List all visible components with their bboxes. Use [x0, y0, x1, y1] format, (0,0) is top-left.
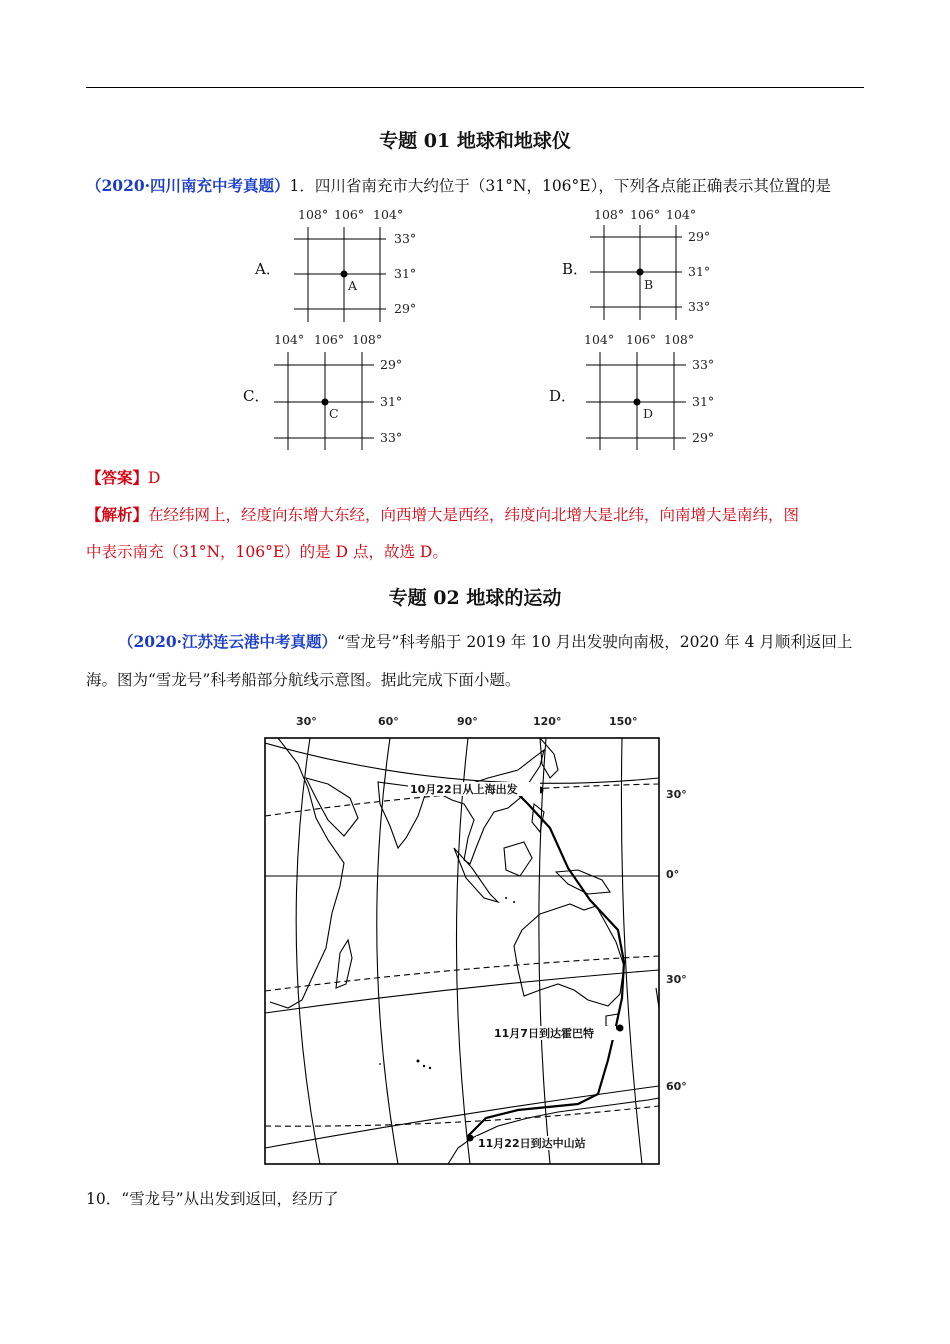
- question1-number: 1．: [289, 177, 315, 195]
- annotation-zhongshan: 11月22日到达中山站: [478, 1137, 586, 1150]
- option-a-lon-1: 108°: [298, 207, 329, 222]
- option-b-lon-1: 108°: [594, 207, 625, 222]
- option-a-lat-1: 33°: [394, 231, 417, 246]
- map-dashed-parallels: [265, 784, 659, 1126]
- option-b-lat-3: 33°: [688, 299, 711, 314]
- option-a-grid: [286, 202, 426, 322]
- map-lon-label-90: 90°: [457, 715, 478, 728]
- answer: [86, 466, 160, 488]
- section2-intro-1: [118, 630, 852, 652]
- option-d-lat-1: 33°: [692, 357, 715, 372]
- option-c-point-label: C: [329, 406, 339, 421]
- option-d-lon-1: 104°: [584, 332, 615, 347]
- map-meridians: [296, 738, 642, 1164]
- header-rule: [86, 87, 864, 88]
- option-a-point-label: A: [348, 278, 358, 293]
- analysis-text-1: 在经纬网上，经度向东增大东经，向西增大是西经，纬度向北增大是北纬，向南增大是南纬，图: [148, 506, 800, 524]
- option-a-lat-2: 31°: [394, 266, 417, 281]
- option-c-lat-3: 33°: [380, 430, 403, 445]
- option-b-grid: [582, 205, 722, 323]
- route-map: [258, 708, 698, 1170]
- option-d-point-label: D: [643, 406, 654, 421]
- option-d-lon-3: 108°: [664, 332, 695, 347]
- annotation-shanghai: 10月22日从上海出发: [410, 783, 518, 796]
- section2-intro-text-1: “雪龙号”科考船于 2019 年 10 月出发驶向南极，2020 年 4 月顺利返回上: [337, 633, 853, 651]
- option-b-lon-3: 104°: [666, 207, 697, 222]
- option-b-lat-2: 31°: [688, 264, 711, 279]
- option-c-lat-1: 29°: [380, 357, 403, 372]
- option-d-grid: [580, 330, 730, 452]
- map-lon-label-60: 60°: [378, 715, 399, 728]
- analysis-text-2: 中表示南充（31°N，106°E）的是 D 点，故选 D。: [86, 543, 448, 561]
- option-c-lon-1: 104°: [274, 332, 305, 347]
- option-d-lat-3: 29°: [692, 430, 715, 445]
- option-c-grid: [268, 330, 418, 452]
- option-b-label: B．: [562, 260, 589, 278]
- question1-source: （2020·四川南充中考真题）: [86, 176, 290, 195]
- map-islands: [379, 897, 515, 1069]
- map-lon-label-120: 120°: [533, 715, 562, 728]
- map-coastlines: [270, 738, 659, 1164]
- map-lat-label-0: 0°: [666, 868, 680, 881]
- option-b-point: [637, 269, 644, 276]
- question10: 10．“雪龙号”从出发到返回，经历了: [86, 1190, 339, 1208]
- option-a-lon-3: 104°: [373, 207, 404, 222]
- point-zhongshan: [467, 1135, 474, 1142]
- answer-value: D: [148, 469, 161, 487]
- option-d-label: D．: [549, 387, 577, 405]
- option-b-lon-2: 106°: [630, 207, 661, 222]
- option-d-lat-2: 31°: [692, 394, 715, 409]
- point-hobart: [617, 1025, 624, 1032]
- question1-text: 四川省南充市大约位于（31°N，106°E），下列各点能正确表示其位置的是: [314, 177, 831, 195]
- analysis-line-1: [86, 503, 799, 525]
- section2-intro-2: 海。图为“雪龙号”科考船部分航线示意图。据此完成下面小题。: [86, 671, 521, 689]
- map-lat-label-30s: 30°: [666, 973, 687, 986]
- option-c-lon-3: 108°: [352, 332, 383, 347]
- option-c-point: [322, 399, 329, 406]
- question1: [86, 174, 831, 196]
- map-lat-label-30n: 30°: [666, 788, 687, 801]
- option-d-point: [634, 399, 641, 406]
- option-a-point: [341, 271, 348, 278]
- section1-title: 专题 01 地球和地球仪: [379, 130, 571, 152]
- option-a-lon-2: 106°: [334, 207, 365, 222]
- option-c-label: C．: [243, 387, 270, 405]
- option-c-lon-2: 106°: [314, 332, 345, 347]
- option-a-lat-3: 29°: [394, 301, 417, 316]
- map-lat-label-60s: 60°: [666, 1080, 687, 1093]
- section2-title: 专题 02 地球的运动: [388, 587, 562, 609]
- option-b-lat-1: 29°: [688, 229, 711, 244]
- map-lon-label-150: 150°: [609, 715, 638, 728]
- option-c-lat-2: 31°: [380, 394, 403, 409]
- annotation-hobart: 11月7日到达霍巴特: [494, 1027, 594, 1040]
- option-d-lon-2: 106°: [626, 332, 657, 347]
- option-b-point-label: B: [644, 277, 654, 292]
- section2-source: （2020·江苏连云港中考真题）: [118, 632, 338, 651]
- map-lon-label-30: 30°: [296, 715, 317, 728]
- analysis-tag: 【解析】: [86, 505, 149, 524]
- answer-tag: 【答案】: [86, 468, 149, 487]
- option-a-label: A．: [255, 260, 281, 278]
